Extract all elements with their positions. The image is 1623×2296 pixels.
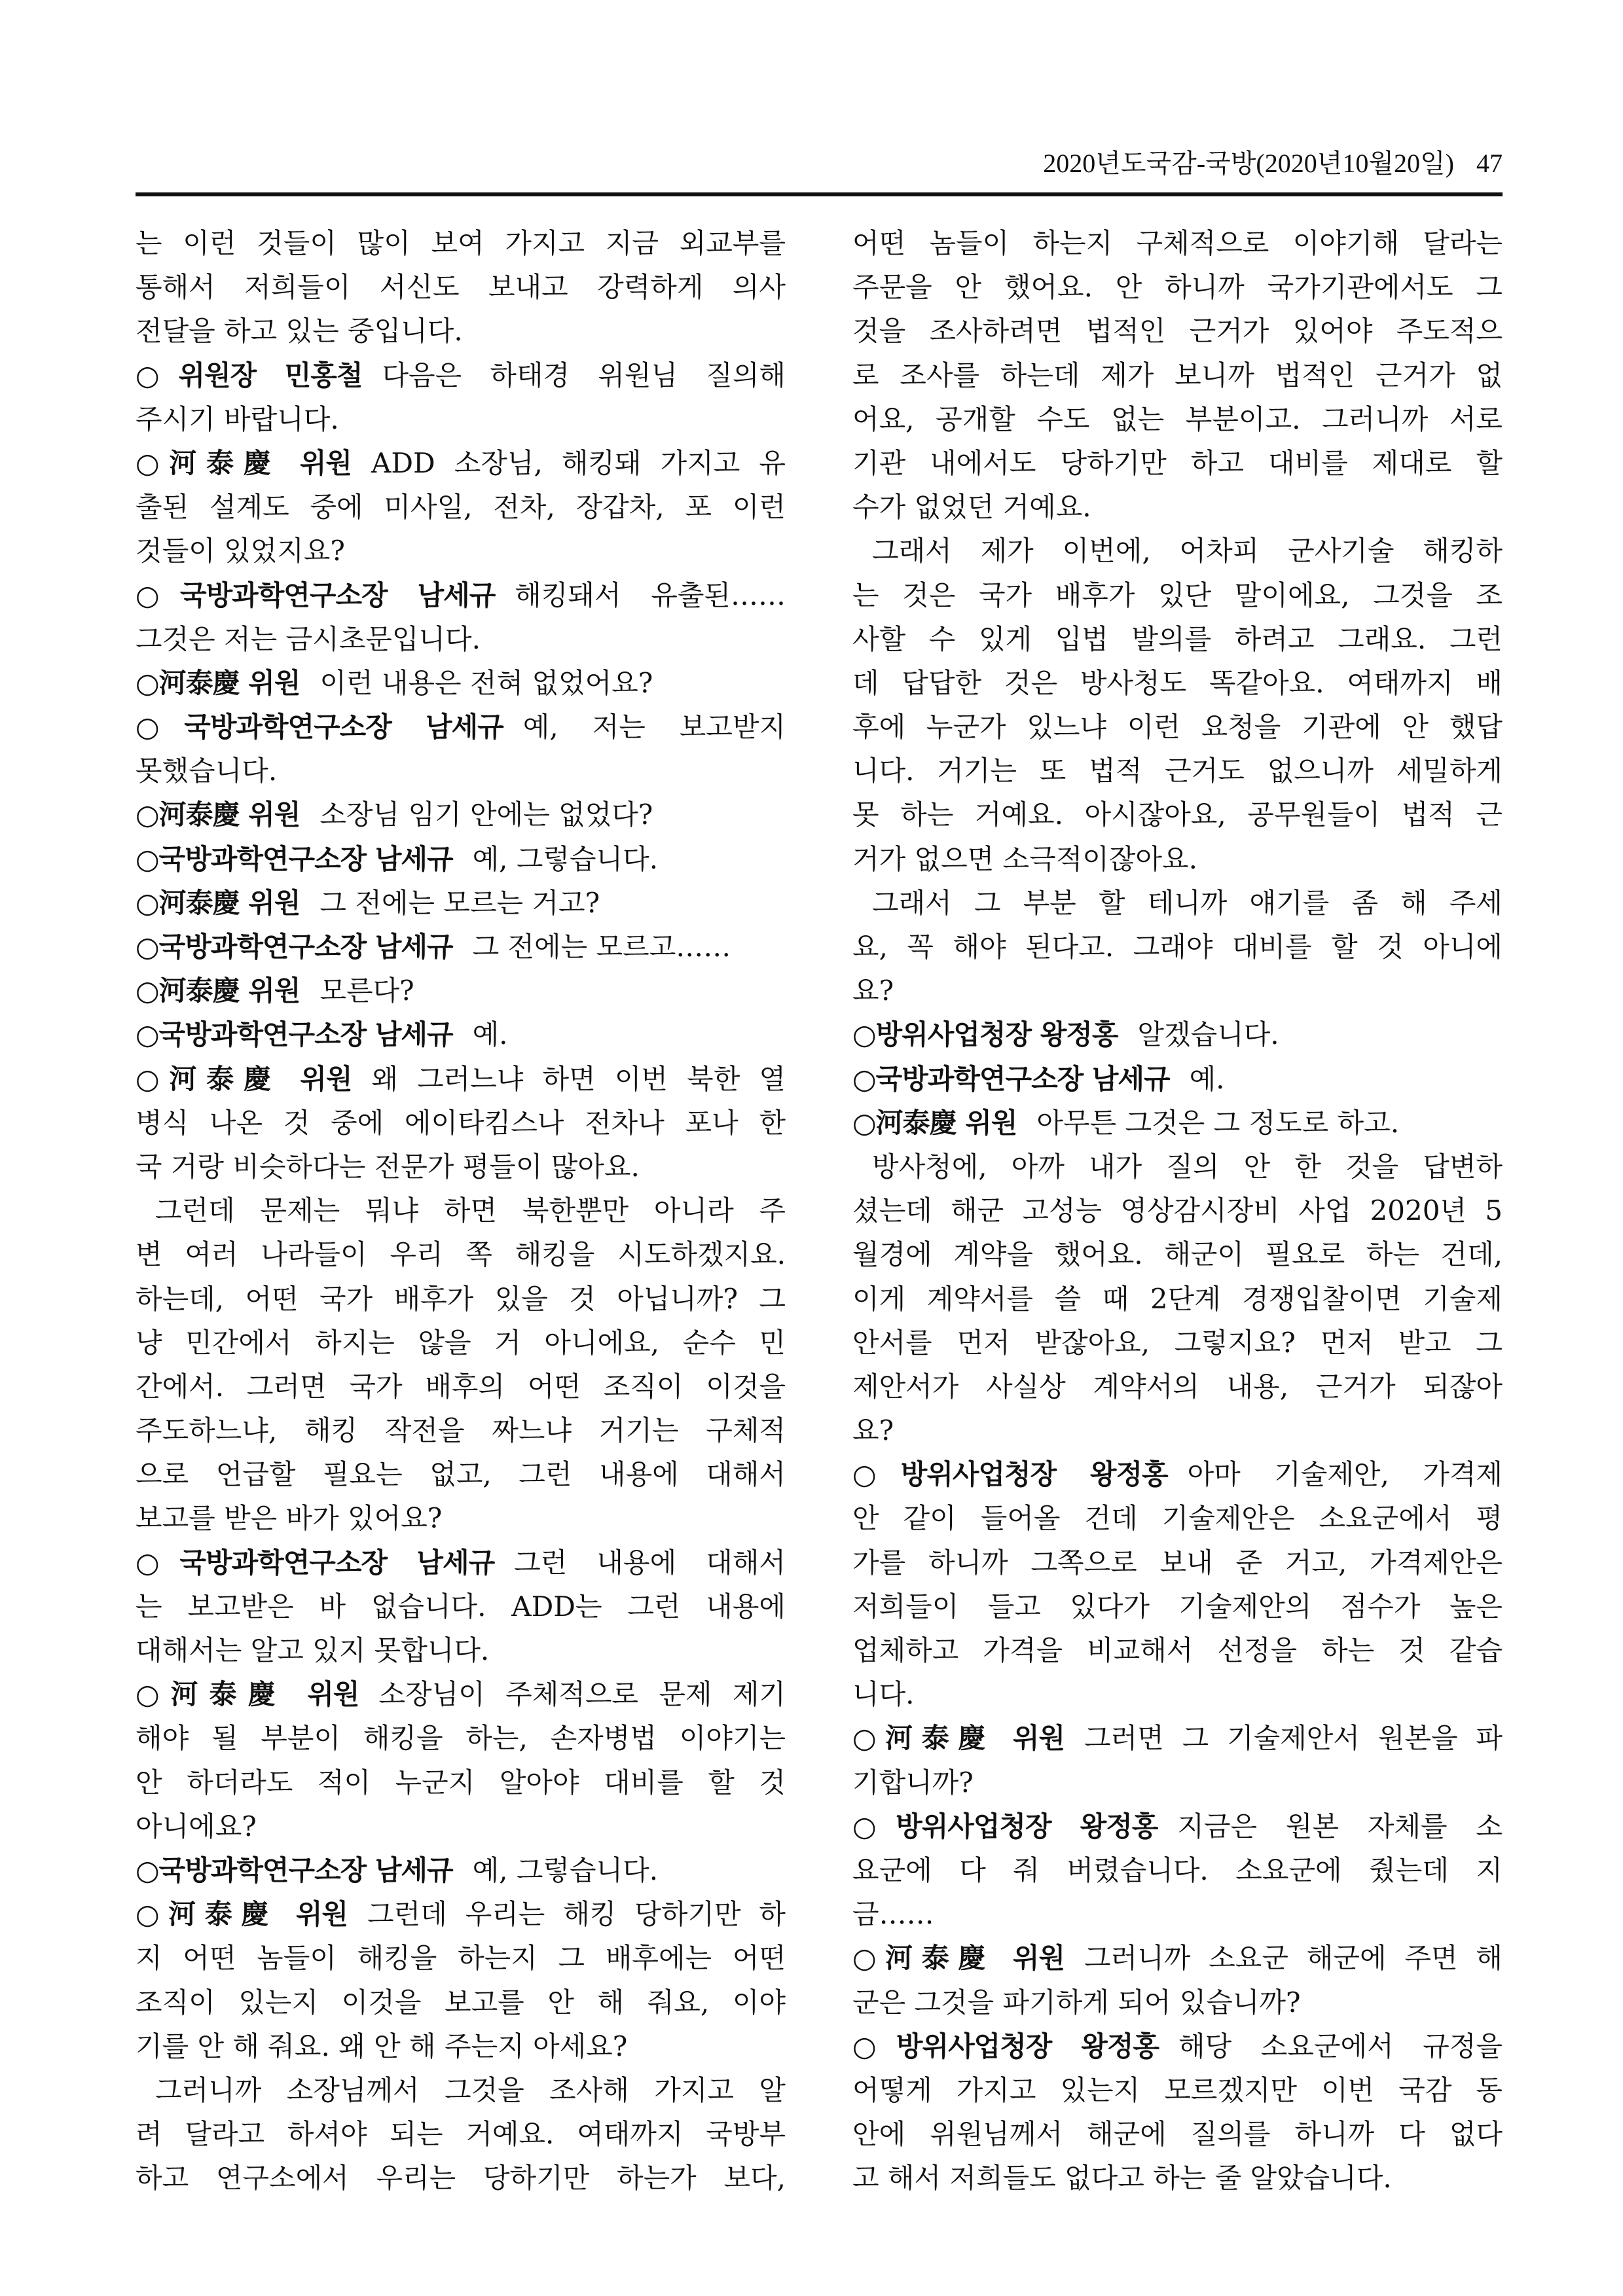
line-text: 아니에요?	[136, 1810, 257, 1842]
text-line	[136, 1804, 786, 1848]
speaker-name: ○국방과학연구소장 남세규	[136, 1018, 453, 1051]
text-line	[136, 2024, 786, 2068]
text-line	[852, 485, 1503, 529]
line-text: 알겠습니다.	[1137, 1018, 1279, 1051]
line-text: 어요, 공개할 수도 없는 부분이고. 그러니까 서로	[852, 403, 1503, 435]
line-text: 주도하느냐, 해킹 작전을 짜느냐 거기는 구체적	[136, 1414, 786, 1447]
line-text: 지 어떤 놈들이 해킹을 하는지 그 배후에는 어떤	[136, 1942, 786, 1975]
text-line	[852, 1145, 1503, 1189]
text-line	[136, 1761, 786, 1804]
line-text: 하고 연구소에서 우리는 당하기만 하는가 보다,	[136, 2162, 786, 2195]
line-text: 출된 설계도 중에 미사일, 전차, 장갑차, 포 이런	[136, 491, 786, 524]
text-line	[136, 1145, 786, 1189]
speech-paragraph	[852, 1013, 1503, 1056]
text-line	[136, 1232, 786, 1276]
speech-paragraph	[136, 573, 786, 661]
running-header	[1043, 143, 1503, 180]
text-line	[852, 2156, 1503, 2200]
speech-paragraph	[852, 1804, 1503, 1937]
text-line	[136, 1452, 786, 1496]
line-text: 전달을 하고 있는 중입니다.	[136, 315, 463, 348]
speaker-name: ○河泰慶 위원	[136, 666, 301, 699]
line-text: 해당 소요군에서 규정을	[1178, 2030, 1503, 2062]
text-line	[852, 1585, 1503, 1628]
text-line	[852, 1408, 1503, 1452]
line-text: 모른다?	[319, 975, 414, 1007]
line-text: 그러면 그 기술제안서 원본을 파	[1084, 1722, 1503, 1755]
continuation-paragraph	[136, 2068, 786, 2200]
text-line	[136, 1496, 786, 1540]
speech-paragraph	[136, 705, 786, 793]
line-text: 그러니까 소요군 해군에 주면 해	[1084, 1942, 1503, 1975]
text-line	[136, 881, 786, 925]
text-line	[136, 1277, 786, 1321]
text-line	[136, 1716, 786, 1760]
text-line	[136, 1057, 786, 1101]
speaker-name: ○河泰慶 위원	[852, 1106, 1017, 1139]
text-line	[136, 309, 786, 353]
text-line	[852, 1101, 1503, 1145]
line-text: 는 이런 것들이 많이 보여 가지고 지금 외교부를	[136, 227, 786, 259]
text-line	[852, 1848, 1503, 1892]
speech-paragraph	[136, 881, 786, 925]
speech-paragraph	[136, 969, 786, 1013]
line-text: 예, 그렇습니다.	[472, 842, 659, 875]
line-text: 예.	[472, 1018, 508, 1051]
speech-paragraph	[852, 1101, 1503, 1145]
speaker-name: ○河泰慶 위원	[136, 886, 301, 919]
speech-paragraph	[136, 1672, 786, 1848]
line-text: 소장님이 주체적으로 문제 제기	[378, 1678, 786, 1711]
line-text: 요군에 다 줘 버렸습니다. 소요군에 줬는데 지	[852, 1854, 1503, 1886]
continuation-paragraph	[852, 221, 1503, 529]
line-text: 니다.	[852, 1678, 915, 1711]
speaker-name: ○河泰慶 위원	[136, 1678, 359, 1711]
text-line	[852, 1365, 1503, 1408]
line-text: 해킹돼서 유출된……	[515, 579, 786, 611]
line-text: 후에 누군가 있느냐 이런 요청을 기관에 안 했답	[852, 711, 1503, 744]
line-text: 아마 기술제안, 가격제	[1187, 1458, 1503, 1491]
column-right	[852, 221, 1503, 2200]
line-text: 요, 꼭 해야 된다고. 그래야 대비를 할 것 아니에	[852, 931, 1503, 963]
text-line	[852, 661, 1503, 705]
text-line	[136, 1848, 786, 1892]
text-line	[852, 1981, 1503, 2024]
text-line	[136, 749, 786, 793]
line-text: 아무튼 그것은 그 정도로 하고.	[1036, 1106, 1400, 1139]
line-text: 사할 수 있게 입법 발의를 하려고 그래요. 그런	[852, 622, 1503, 655]
speech-paragraph	[136, 1013, 786, 1056]
line-text: 요?	[852, 975, 894, 1007]
text-line	[136, 1408, 786, 1452]
line-text: 그 전에는 모르고……	[472, 931, 731, 963]
line-text: 기관 내에서도 당하기만 하고 대비를 제대로 할	[852, 446, 1503, 479]
line-text: 주문을 안 했어요. 안 하니까 국가기관에서도 그	[852, 271, 1503, 304]
text-line	[136, 2156, 786, 2200]
line-text: 조직이 있는지 이것을 보고를 안 해 줘요, 이야	[136, 1986, 786, 2018]
line-text: 것들이 있었지요?	[136, 535, 345, 567]
speaker-name: ○국방과학연구소장 남세규	[136, 1854, 453, 1886]
line-text: 방사청에, 아까 내가 질의 안 한 것을 답변하	[872, 1150, 1503, 1183]
line-text: 예, 저는 보고받지	[522, 711, 786, 744]
continuation-paragraph	[852, 529, 1503, 881]
line-text: 월경에 계약을 했어요. 해군이 필요로 하는 건데,	[852, 1238, 1503, 1271]
speaker-name: ○국방과학연구소장 남세규	[136, 579, 496, 611]
text-line	[136, 617, 786, 661]
text-line	[852, 2068, 1503, 2112]
line-text: 저희들이 들고 있다가 기술제안의 점수가 높은	[852, 1590, 1503, 1623]
text-line	[852, 1452, 1503, 1496]
line-text: 냥 민간에서 하지는 않을 거 아니에요, 순수 민	[136, 1326, 786, 1359]
text-line	[136, 925, 786, 969]
speaker-name: ○국방과학연구소장 남세규	[136, 842, 453, 875]
line-text: 그런데 문제는 뭐냐 하면 북한뿐만 아니라 주	[155, 1194, 786, 1227]
speaker-name: ○방위사업청장 왕정홍	[852, 2030, 1159, 2062]
line-text: 요?	[852, 1414, 894, 1447]
text-line	[136, 705, 786, 749]
text-line	[136, 1892, 786, 1936]
speech-paragraph	[136, 441, 786, 573]
line-text: 못했습니다.	[136, 755, 278, 787]
text-line	[852, 573, 1503, 617]
text-line	[852, 1716, 1503, 1760]
text-line	[852, 1013, 1503, 1056]
line-text: 군은 그것을 파기하게 되어 있습니까?	[852, 1986, 1301, 2018]
speaker-name: ○河泰慶 위원	[136, 798, 301, 831]
speech-paragraph	[852, 2024, 1503, 2200]
text-line	[136, 1585, 786, 1628]
text-line	[852, 705, 1503, 749]
line-text: 보고를 받은 바가 있어요?	[136, 1502, 443, 1535]
speech-paragraph	[136, 1541, 786, 1673]
line-text: 대해서는 알고 있지 못합니다.	[136, 1634, 490, 1666]
text-line	[136, 529, 786, 573]
line-text: 하는데, 어떤 국가 배후가 있을 것 아닙니까? 그	[136, 1282, 786, 1315]
text-line	[136, 573, 786, 617]
line-text: 금……	[852, 1898, 934, 1931]
speaker-name: ○河泰慶 위원	[136, 446, 352, 479]
line-text: 는 보고받은 바 없습니다. ADD는 그런 내용에	[136, 1590, 786, 1623]
text-line	[136, 353, 786, 397]
text-line	[136, 969, 786, 1013]
text-line	[852, 1541, 1503, 1585]
speech-paragraph	[852, 1716, 1503, 1804]
speaker-name: ○국방과학연구소장 남세규	[136, 1546, 495, 1579]
line-text: 해야 될 부분이 해킹을 하는, 손자병법 이야기는	[136, 1722, 786, 1755]
text-line	[136, 1936, 786, 1980]
line-text: 병식 나온 것 중에 에이타킴스나 전차나 포나 한	[136, 1106, 786, 1139]
line-text: 주시기 바랍니다.	[136, 403, 339, 435]
speaker-name: ○河泰慶 위원	[136, 975, 301, 1007]
text-line	[852, 793, 1503, 836]
line-text: 안 하더라도 적이 누군지 알아야 대비를 할 것	[136, 1766, 786, 1799]
line-text: 데 답답한 것은 방사청도 똑같아요. 여태까지 배	[852, 666, 1503, 699]
line-text: 수가 없었던 거예요.	[852, 491, 1091, 524]
speaker-name: ○河泰慶 위원	[852, 1722, 1065, 1755]
text-line	[852, 1189, 1503, 1232]
line-text: 으로 언급할 필요는 없고, 그런 내용에 대해서	[136, 1458, 786, 1491]
speech-paragraph	[136, 1892, 786, 2068]
speaker-name: ○방위사업청장 왕정홍	[852, 1018, 1118, 1051]
line-text: 는 것은 국가 배후가 있단 말이에요, 그것을 조	[852, 579, 1503, 611]
text-line	[852, 2112, 1503, 2156]
speaker-name: ○방위사업청장 왕정홍	[852, 1810, 1158, 1842]
text-line	[852, 441, 1503, 485]
speech-paragraph	[852, 1452, 1503, 1716]
line-text: 예, 그렇습니다.	[472, 1854, 659, 1886]
header-rule	[136, 192, 1503, 196]
text-line	[136, 793, 786, 836]
line-text: 소장님 임기 안에는 없었다?	[319, 798, 653, 831]
text-line	[852, 1496, 1503, 1540]
line-text: 변 여러 나라들이 우리 쪽 해킹을 시도하겠지요.	[136, 1238, 786, 1271]
line-text: 못 하는 거예요. 아시잖아요, 공무원들이 법적 근	[852, 798, 1503, 831]
line-text: 그런 내용에 대해서	[514, 1546, 786, 1579]
text-line	[136, 397, 786, 441]
speaker-name: ○국방과학연구소장 남세규	[136, 711, 503, 744]
text-line	[136, 485, 786, 529]
text-line	[136, 1365, 786, 1408]
text-line	[852, 1232, 1503, 1276]
speech-paragraph	[852, 1936, 1503, 2024]
line-text: 국 거랑 비슷하다는 전문가 평들이 많아요.	[136, 1150, 640, 1183]
line-text: 제안서가 사실상 계약서의 내용, 근거가 되잖아	[852, 1370, 1503, 1403]
text-line	[852, 1804, 1503, 1848]
line-text: 가를 하니까 그쪽으로 보내 준 거고, 가격제안은	[852, 1546, 1503, 1579]
line-text: 안서를 먼저 받잖아요, 그렇지요? 먼저 받고 그	[852, 1326, 1503, 1359]
text-line	[852, 1057, 1503, 1101]
line-text: 로 조사를 하는데 제가 보니까 법적인 근거가 없	[852, 359, 1503, 391]
line-text: 그런데 우리는 해킹 당하기만 하	[367, 1898, 786, 1931]
text-line	[852, 353, 1503, 397]
continuation-paragraph	[136, 1189, 786, 1541]
text-line	[852, 1277, 1503, 1321]
line-text: 이게 계약서를 쓸 때 2단계 경쟁입찰이면 기술제	[852, 1282, 1503, 1315]
text-line	[136, 2068, 786, 2112]
text-line	[852, 309, 1503, 353]
text-line	[136, 1189, 786, 1232]
line-text: 그래서 그 부분 할 테니까 얘기를 좀 해 주세	[872, 886, 1503, 919]
line-text: 그러니까 소장님께서 그것을 조사해 가지고 알	[155, 2073, 786, 2106]
speaker-name: ○河泰慶 위원	[136, 1898, 348, 1931]
line-text: 기합니까?	[852, 1766, 974, 1799]
speech-paragraph	[136, 661, 786, 705]
speaker-name: ○河泰慶 위원	[852, 1942, 1065, 1975]
text-line	[852, 1321, 1503, 1365]
speaker-name: ○방위사업청장 왕정홍	[852, 1458, 1168, 1491]
line-text: 그 전에는 모르는 거고?	[319, 886, 600, 919]
speech-paragraph	[852, 1057, 1503, 1101]
text-line	[136, 1981, 786, 2024]
text-line	[136, 221, 786, 265]
line-text: 안 같이 들어올 건데 기술제안은 소요군에서 평	[852, 1502, 1503, 1535]
speaker-name: ○河泰慶 위원	[136, 1062, 352, 1095]
text-line	[852, 1761, 1503, 1804]
line-text: 예.	[1189, 1062, 1225, 1095]
text-line	[852, 925, 1503, 969]
text-line	[852, 221, 1503, 265]
text-line	[852, 1892, 1503, 1936]
line-text: 니다. 거기는 또 법적 근거도 없으니까 세밀하게	[852, 755, 1503, 787]
speech-paragraph	[136, 925, 786, 969]
line-text: 려 달라고 하셔야 되는 거예요. 여태까지 국방부	[136, 2118, 786, 2151]
continuation-paragraph	[852, 1145, 1503, 1452]
text-line	[136, 1013, 786, 1056]
line-text: 어떤 놈들이 하는지 구체적으로 이야기해 달라는	[852, 227, 1503, 259]
line-text: 업체하고 가격을 비교해서 선정을 하는 것 같습	[852, 1634, 1503, 1666]
text-line	[136, 265, 786, 309]
text-line	[136, 2112, 786, 2156]
speech-paragraph	[136, 1848, 786, 1892]
text-line	[136, 661, 786, 705]
column-left	[136, 221, 786, 2200]
text-line	[852, 1672, 1503, 1716]
line-text: 안에 위원님께서 해군에 질의를 하니까 다 없다	[852, 2118, 1503, 2151]
text-line	[136, 1672, 786, 1716]
text-line	[852, 1936, 1503, 1980]
line-text: 것을 조사하려면 법적인 근거가 있어야 주도적으	[852, 315, 1503, 348]
text-line	[136, 837, 786, 881]
text-line	[852, 397, 1503, 441]
line-text: 통해서 저희들이 서신도 보내고 강력하게 의사	[136, 271, 786, 304]
line-text: 다음은 하태경 위원님 질의해	[382, 359, 786, 391]
line-text: 거가 없으면 소극적이잖아요.	[852, 842, 1197, 875]
speech-paragraph	[136, 1057, 786, 1189]
text-line	[852, 2024, 1503, 2068]
line-text: 그래서 제가 이번에, 어차피 군사기술 해킹하	[872, 535, 1503, 567]
page-number: 47	[1476, 149, 1503, 178]
line-text: 이런 내용은 전혀 없었어요?	[319, 666, 653, 699]
text-line	[852, 749, 1503, 793]
continuation-paragraph	[136, 221, 786, 353]
line-text: 기를 안 해 줘요. 왜 안 해 주는지 아세요?	[136, 2030, 628, 2062]
speaker-name: ○위원장 민홍철	[136, 359, 363, 391]
text-line	[852, 529, 1503, 573]
speech-paragraph	[136, 793, 786, 836]
text-line	[136, 1321, 786, 1365]
speech-paragraph	[136, 353, 786, 441]
line-text: 왜 그러느냐 하면 이번 북한 열	[371, 1062, 786, 1095]
text-line	[852, 265, 1503, 309]
text-line	[852, 1628, 1503, 1672]
continuation-paragraph	[852, 881, 1503, 1013]
speaker-name: ○국방과학연구소장 남세규	[852, 1062, 1170, 1095]
line-text: 그것은 저는 금시초문입니다.	[136, 622, 481, 655]
text-line	[136, 1628, 786, 1672]
line-text: 셨는데 해군 고성능 영상감시장비 사업 2020년 5	[852, 1194, 1503, 1227]
text-line	[136, 1101, 786, 1145]
text-line	[852, 881, 1503, 925]
text-line	[852, 969, 1503, 1013]
line-text: 고 해서 저희들도 없다고 하는 줄 알았습니다.	[852, 2162, 1392, 2195]
line-text: ADD 소장님, 해킹돼 가지고 유	[371, 446, 786, 479]
line-text: 간에서. 그러면 국가 배후의 어떤 조직이 이것을	[136, 1370, 786, 1403]
speech-paragraph	[136, 837, 786, 881]
text-line	[136, 1541, 786, 1585]
line-text: 어떻게 가지고 있는지 모르겠지만 이번 국감 동	[852, 2073, 1503, 2106]
text-line	[852, 837, 1503, 881]
header-title: 2020년도국감-국방(2020년10월20일)	[1043, 149, 1454, 178]
speaker-name: ○국방과학연구소장 남세규	[136, 931, 453, 963]
line-text: 지금은 원본 자체를 소	[1177, 1810, 1503, 1842]
text-line	[852, 617, 1503, 661]
text-line	[136, 441, 786, 485]
